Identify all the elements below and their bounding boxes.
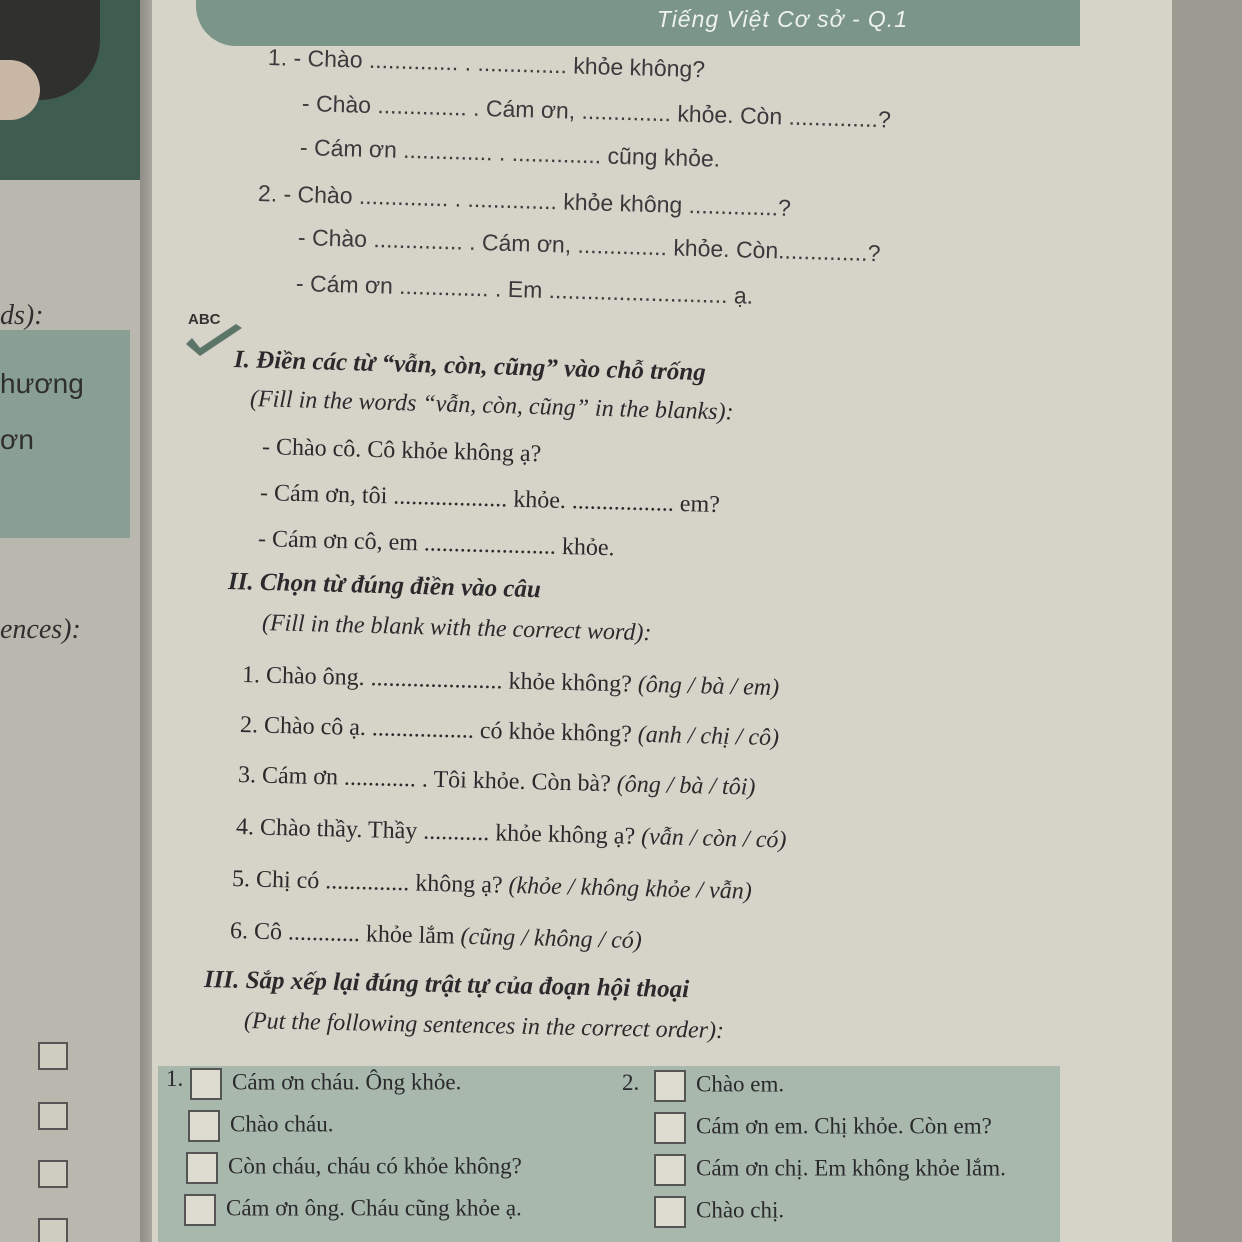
order-checkbox[interactable]: [654, 1112, 686, 1144]
order-checkbox[interactable]: [654, 1070, 686, 1102]
header-title: Tiếng Việt Cơ sở - Q.1: [656, 6, 908, 32]
reorder-item: Cám ơn em. Chị khỏe. Còn em?: [654, 1112, 992, 1144]
order-checkbox[interactable]: [654, 1196, 686, 1228]
section-2-item: 2. Chào cô ạ. ................. có khỏe không? (anh / chị / cô): [239, 712, 780, 752]
cover-photo: [0, 0, 142, 180]
section-1-subtitle: (Fill in the words “vẫn, còn, cũng” in the blanks):: [249, 386, 734, 426]
left-fragment-3: ơn: [0, 424, 34, 455]
left-fragment-4: ences):: [0, 614, 81, 645]
col-1-label: 1.: [166, 1066, 184, 1091]
col-2-label: 2.: [622, 1070, 640, 1095]
order-checkbox[interactable]: [188, 1110, 220, 1142]
left-fragment-2: hương: [0, 368, 84, 399]
dialogue-1-line-3: - Cám ơn .............. . .............. cũng khỏe.: [299, 134, 721, 172]
dialogue-2-line-2: - Chào .............. . Cám ơn, .............. khỏe. Còn..............?: [297, 224, 881, 267]
reorder-item: Chào cháu.: [188, 1110, 333, 1142]
left-page: [0, 0, 150, 1242]
reorder-item: Chào em.: [654, 1070, 784, 1102]
reorder-item: Chào chị.: [654, 1196, 784, 1228]
section-2-title: II. Chọn từ đúng điền vào câu: [227, 568, 542, 604]
reorder-item: Còn cháu, cháu có khỏe không?: [186, 1152, 522, 1184]
section-1-line: - Chào cô. Cô khỏe không ạ?: [261, 434, 542, 468]
section-1-line: - Cám ơn cô, em ...................... khỏe.: [257, 526, 615, 562]
dialogue-1-line-2: - Chào .............. . Cám ơn, .............. khỏe. Còn ..............?: [301, 90, 892, 133]
abc-badge: ABC: [188, 311, 221, 328]
dialogue-2-line-1: 2. - Chào .............. . .............. khỏe không ..............?: [257, 180, 792, 221]
order-checkbox[interactable]: [654, 1154, 686, 1186]
left-checkbox: [38, 1160, 68, 1188]
header-band: [196, 0, 1080, 46]
section-2-item: 6. Cô ............ khỏe lắm (cũng / không / có): [229, 918, 643, 955]
section-3-subtitle: (Put the following sentences in the correct order):: [243, 1008, 725, 1045]
left-fragment-1: ds):: [0, 300, 44, 331]
section-2-item: 4. Chào thầy. Thầy ........... khỏe không ạ? (vẫn / còn / có): [235, 814, 787, 854]
section-1-line: - Cám ơn, tôi ................... khỏe. ................. em?: [259, 480, 721, 519]
section-2-item: 5. Chị có .............. không ạ? (khỏe / không khỏe / vẫn): [231, 866, 753, 905]
reorder-item: Cám ơn chị. Em không khỏe lắm.: [654, 1154, 1006, 1186]
left-checkbox: [38, 1042, 68, 1070]
section-3-title: III. Sắp xếp lại đúng trật tự của đoạn hội thoại: [203, 966, 690, 1004]
section-2-item: 1. Chào ông. ...................... khỏe không? (ông / bà / em): [241, 662, 780, 702]
order-checkbox[interactable]: [190, 1068, 222, 1100]
section-2-subtitle: (Fill in the blank with the correct word):: [261, 610, 652, 647]
dialogue-2-line-3: - Cám ơn .............. . Em ............................ ạ.: [295, 270, 754, 309]
section-2-item: 3. Cám ơn ............ . Tôi khỏe. Còn bà? (ông / bà / tôi): [237, 762, 756, 801]
reorder-item: Cám ơn cháu. Ông khỏe.: [190, 1068, 461, 1100]
dialogue-1-line-1: 1. - Chào .............. . .............. khỏe không?: [267, 44, 706, 83]
section-1-title: I. Điền các từ “vẫn, còn, cũng” vào chỗ trống: [233, 346, 707, 387]
order-checkbox[interactable]: [184, 1194, 216, 1226]
left-checkbox: [38, 1218, 68, 1242]
reorder-item: Cám ơn ông. Cháu cũng khỏe ạ.: [184, 1194, 522, 1226]
order-checkbox[interactable]: [186, 1152, 218, 1184]
left-checkbox: [38, 1102, 68, 1130]
